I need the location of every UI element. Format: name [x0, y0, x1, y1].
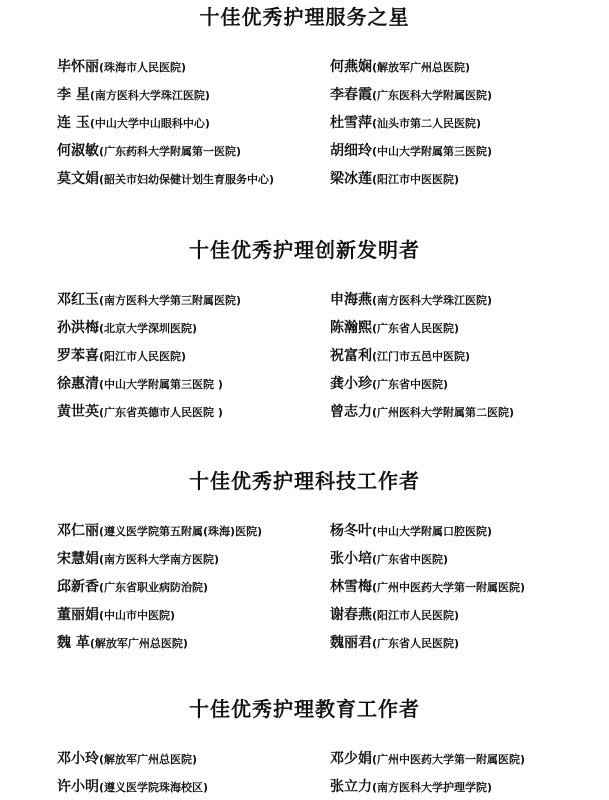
- organization: (南方医科大学珠江医院): [372, 294, 493, 307]
- person-name: 黄世英: [57, 404, 99, 420]
- list-item: [57, 56, 186, 76]
- section-title: 十佳优秀护理创新发明者: [189, 238, 420, 262]
- person-name: 邓小玲: [57, 751, 99, 767]
- list-item: [57, 345, 186, 365]
- organization: (南方医科大学珠江医院): [89, 89, 210, 102]
- person-name: 李 星: [57, 87, 90, 103]
- list-item: [57, 112, 210, 132]
- organization: (广州中医药大学第一附属医院): [372, 581, 526, 594]
- organization: (韶关市妇幼保健计划生育服务中心): [99, 173, 275, 186]
- list-item: [330, 112, 481, 132]
- person-name: 陈瀚熙: [330, 320, 372, 336]
- list-item: [330, 317, 459, 337]
- person-name: 林雪梅: [330, 579, 372, 595]
- person-name: 连 玉: [57, 115, 90, 131]
- list-item: [57, 140, 241, 160]
- list-item: [57, 632, 188, 652]
- organization: (广州医科大学附属第二医院): [372, 406, 515, 419]
- list-item: [57, 748, 197, 768]
- organization: (中山大学附属口腔医院): [372, 525, 493, 538]
- section-innovators: [0, 235, 609, 420]
- organization: (汕头市第二人民医院): [372, 117, 482, 130]
- person-name: 张小培: [330, 551, 372, 567]
- organization: (南方医科大学南方医院): [99, 553, 220, 566]
- person-name: 邱新香: [57, 579, 99, 595]
- person-name: 李春霞: [330, 87, 372, 103]
- list-item: [57, 776, 208, 796]
- organization: (广东省中医院): [372, 378, 449, 391]
- organization: (阳江市人民医院): [99, 350, 187, 363]
- person-name: 许小明: [57, 779, 99, 795]
- section-title: 十佳优秀护理服务之星: [199, 5, 410, 29]
- section-title: 十佳优秀护理科技工作者: [189, 469, 420, 493]
- person-name: 董丽娟: [57, 607, 99, 623]
- person-name: 邓仁丽: [57, 523, 99, 539]
- person-name: 谢春燕: [330, 607, 372, 623]
- organization: (广东省人民医院): [372, 322, 460, 335]
- list-item: [330, 373, 448, 393]
- list-item: [57, 317, 197, 337]
- list-item: [330, 168, 459, 188]
- list-item: [330, 401, 514, 421]
- person-name: 徐惠清: [57, 376, 99, 392]
- list-item: [57, 373, 223, 393]
- list-item: [57, 401, 223, 421]
- person-name: 魏丽君: [330, 635, 372, 651]
- list-item: [57, 604, 175, 624]
- person-name: 莫文娟: [57, 171, 99, 187]
- list-item: [330, 289, 492, 309]
- list-item: [57, 289, 241, 309]
- person-name: 张立力: [330, 779, 372, 795]
- person-name: 孙洪梅: [57, 320, 99, 336]
- list-item: [330, 604, 459, 624]
- organization: (中山大学中山眼科中心): [89, 117, 210, 130]
- person-name: 魏 革: [57, 635, 90, 651]
- person-name: 邓少娟: [330, 751, 372, 767]
- section-education-workers: [0, 694, 609, 795]
- organization: (广东省英德市人民医院 ): [99, 406, 223, 419]
- section-tech-workers: [0, 466, 609, 651]
- organization: (广东医科大学附属医院): [372, 89, 493, 102]
- organization: (广东省职业病防治院): [99, 581, 209, 594]
- list-item: [57, 520, 262, 540]
- list-item: [330, 56, 470, 76]
- organization: (阳江市中医医院): [372, 173, 460, 186]
- section-title: 十佳优秀护理教育工作者: [189, 697, 420, 721]
- organization: (中山大学附属第三医院 ): [99, 378, 223, 391]
- list-item: [330, 520, 492, 540]
- organization: (中山大学附属第三医院): [372, 145, 493, 158]
- list-item: [57, 168, 274, 188]
- person-name: 梁冰莲: [330, 171, 372, 187]
- list-item: [330, 548, 448, 568]
- organization: (解放军广州总医院): [372, 61, 471, 74]
- list-item: [330, 776, 492, 796]
- organization: (江门市五邑中医院): [372, 350, 471, 363]
- person-name: 宋慧娟: [57, 551, 99, 567]
- organization: (广东省人民医院): [372, 637, 460, 650]
- person-name: 申海燕: [330, 292, 372, 308]
- organization: (阳江市人民医院): [372, 609, 460, 622]
- list-item: [330, 576, 525, 596]
- person-name: 罗苯喜: [57, 348, 99, 364]
- list-item: [57, 84, 210, 104]
- organization: (解放军广州总医院): [89, 637, 188, 650]
- person-name: 龚小珍: [330, 376, 372, 392]
- organization: (中山市中医院): [99, 609, 176, 622]
- organization: (广州中医药大学第一附属医院): [372, 753, 526, 766]
- person-name: 邓红玉: [57, 292, 99, 308]
- organization: (广东药科大学附属第一医院): [99, 145, 242, 158]
- organization: (南方医科大学第三附属医院): [99, 294, 242, 307]
- list-item: [57, 576, 208, 596]
- organization: (解放军广州总医院): [99, 753, 198, 766]
- organization: (广东省中医院): [372, 553, 449, 566]
- person-name: 祝富利: [330, 348, 372, 364]
- organization: (北京大学深圳医院): [99, 322, 198, 335]
- person-name: 杨冬叶: [330, 523, 372, 539]
- list-item: [330, 345, 470, 365]
- list-item: [330, 748, 525, 768]
- person-name: 何淑敏: [57, 143, 99, 159]
- organization: (南方医科大学护理学院): [372, 781, 493, 794]
- section-service-stars: [0, 2, 609, 187]
- person-name: 毕怀丽: [57, 59, 99, 75]
- person-name: 何燕娴: [330, 59, 372, 75]
- list-item: [330, 84, 492, 104]
- list-item: [330, 632, 459, 652]
- person-name: 曾志力: [330, 404, 372, 420]
- list-item: [57, 548, 219, 568]
- list-item: [330, 140, 492, 160]
- organization: (遵义医学院珠海校区): [99, 781, 209, 794]
- person-name: 杜雪萍: [330, 115, 372, 131]
- person-name: 胡细玲: [330, 143, 372, 159]
- organization: (遵义医学院第五附属(珠海)医院): [99, 525, 263, 538]
- organization: (珠海市人民医院): [99, 61, 187, 74]
